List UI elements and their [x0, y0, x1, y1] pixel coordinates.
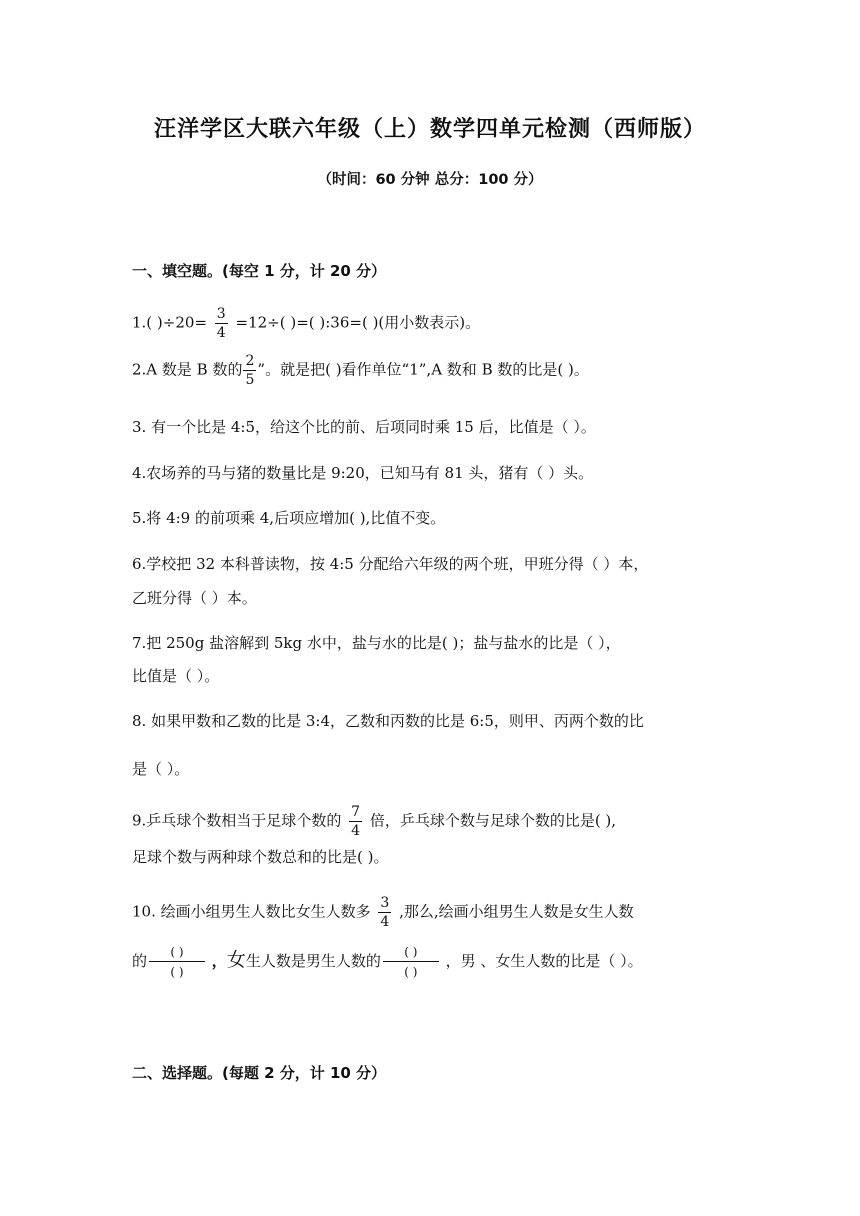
question-10-line-1: [132, 896, 732, 929]
q10-text-l2c: 女: [226, 949, 246, 971]
question-6-line-2: 乙班分得（ ）本。: [132, 589, 257, 607]
q10-text-l2b: ，: [211, 952, 227, 970]
q9-fraction: [349, 805, 362, 838]
question-2: [132, 354, 732, 387]
q9-frac-denominator: 4: [351, 823, 361, 839]
q10-blank1-numerator: ( ): [149, 946, 205, 962]
q10-fraction: [378, 896, 391, 929]
q9-frac-numerator: 7: [351, 804, 361, 820]
section-fill-in-heading: 一、填空题。(每空 1 分，计 20 分）: [132, 262, 387, 280]
q9-text-b: 倍，乒乓球个数与足球个数的比是( ),: [369, 811, 617, 830]
question-3: 3. 有一个比是 4:5，给这个比的前、后项同时乘 15 后，比值是（ ）。: [132, 418, 596, 436]
q1-text-b: =12÷( )=( ):36=( )(用小数表示)。: [235, 313, 481, 332]
section-choice-heading: 二、选择题。(每题 2 分，计 10 分）: [132, 1064, 387, 1082]
q10-text-b: ,那么,绘画小组男生人数是女生人数: [399, 902, 634, 921]
exam-info: （时间：60 分钟 总分：100 分）: [317, 172, 543, 188]
q1-frac-denominator: 4: [216, 325, 226, 341]
question-4: 4.农场养的马与猪的数量比是 9:20，已知马有 81 头，猪有（ ）头。: [132, 464, 594, 482]
q10-blank-fraction-1: [149, 946, 205, 978]
q10-blank2-denominator: ( ): [404, 965, 418, 979]
q10-blank-fraction-2: [383, 946, 439, 978]
page-title: 汪洋学区大联六年级（上）数学四单元检测（西师版）: [153, 117, 706, 142]
q2-text-a: 2.A 数是 B 数的: [132, 360, 243, 379]
q10-frac-numerator: 3: [380, 895, 390, 911]
q2-frac-numerator: 2: [245, 353, 255, 369]
question-5: 5.将 4:9 的前项乘 4,后项应增加( ),比值不变。: [132, 509, 446, 527]
q1-frac-numerator: 3: [216, 306, 226, 322]
q10-frac-denominator: 4: [380, 914, 390, 930]
q2-text-b: ”。就是把( )看作单位“1”,A 数和 B 数的比是( )。: [257, 360, 589, 379]
q10-text-l2e: ，男 、女生人数的比是（ ）。: [445, 952, 643, 970]
q10-text-l2a: 的: [132, 952, 148, 970]
q10-blank2-numerator: ( ): [383, 946, 439, 962]
question-6-line-1: 6.学校把 32 本科普读物，按 4:5 分配给六年级的两个班，甲班分得（ ）本，: [132, 555, 649, 573]
q10-blank1-denominator: ( ): [170, 965, 184, 979]
question-9-line-2: 足球个数与两种球个数总和的比是( )。: [132, 848, 389, 866]
question-9-line-1: [132, 805, 732, 838]
q1-fraction: [215, 307, 228, 340]
q10-text-l2d: 生人数是男生人数的: [245, 952, 381, 970]
q2-fraction: [243, 354, 256, 387]
question-1: [132, 307, 732, 340]
question-8-line-2: 是（ ）。: [132, 760, 190, 778]
question-7-line-2: 比值是（ ）。: [132, 667, 220, 685]
q2-frac-denominator: 5: [245, 372, 255, 388]
question-7-line-1: 7.把 250g 盐溶解到 5kg 水中，盐与水的比是( )；盐与盐水的比是（ ），: [132, 634, 621, 652]
q1-text-a: 1.( )÷20=: [132, 313, 208, 332]
q9-text-a: 9.乒乓球个数相当于足球个数的: [132, 811, 342, 830]
question-10-line-2: [132, 946, 732, 978]
question-8-line-1: 8. 如果甲数和乙数的比是 3:4，乙数和丙数的比是 6:5，则甲、丙两个数的比: [132, 712, 644, 730]
q10-text-a: 10. 绘画小组男生人数比女生人数多: [132, 902, 371, 921]
